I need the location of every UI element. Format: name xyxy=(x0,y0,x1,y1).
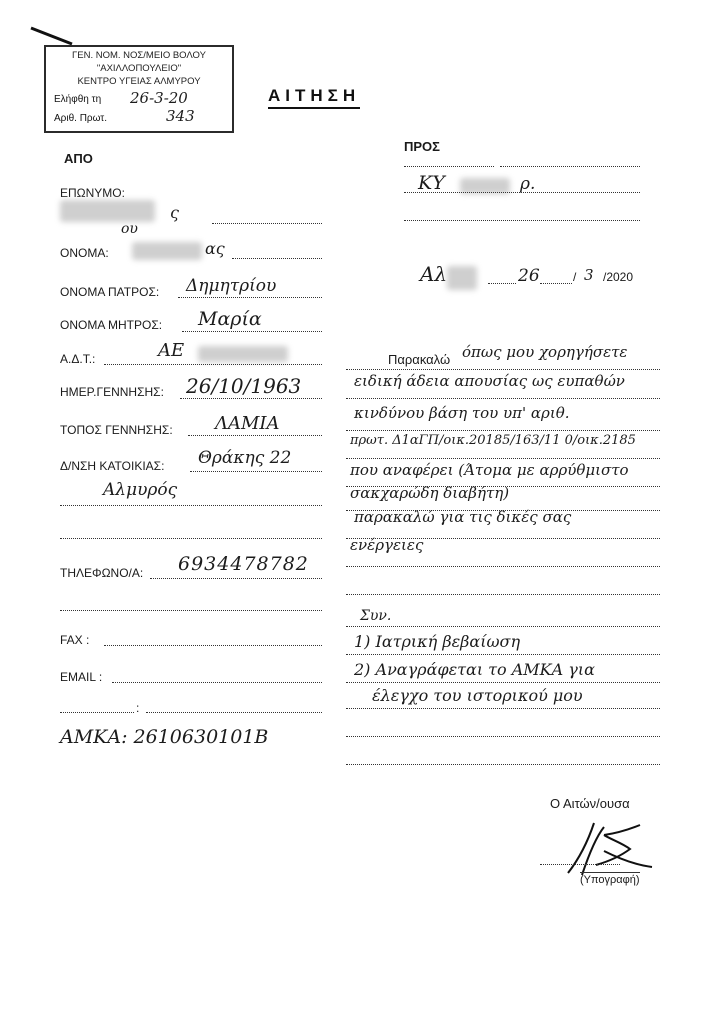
mother-name-label: ΟΝΟΜΑ ΜΗΤΡΟΣ: xyxy=(60,318,163,332)
request-line-3: κινδύνου βάση του υπ' αριθ. xyxy=(354,404,570,422)
applicant-label: Ο Αιτών/ουσα xyxy=(550,796,630,811)
request-line-7: παρακαλώ για τις δικές σας xyxy=(354,508,572,526)
mother-name-dots xyxy=(182,331,322,332)
recipient-initial: ρ. xyxy=(520,174,536,194)
to-dots-3 xyxy=(404,220,640,221)
request-line-2: ειδική άδεια απουσίας ως ευπαθών xyxy=(354,372,625,390)
id-card-value: ΑΕ xyxy=(158,340,185,361)
attachments-dots-3 xyxy=(346,708,660,709)
stamp-line-3: ΚΕΝΤΡΟ ΥΓΕΙΑΣ ΑΛΜΥΡΟΥ xyxy=(77,76,201,87)
attachments-dots-2 xyxy=(346,682,660,683)
redaction-block xyxy=(60,200,155,222)
surname-dots xyxy=(212,223,322,224)
date-dots-a xyxy=(488,283,516,284)
to-dots-1b xyxy=(500,166,640,167)
extra-field-dots-right xyxy=(146,712,322,713)
request-dots-4 xyxy=(346,458,660,459)
request-line-5: που αναφέρει (Άτομα με αρρύθμιστο xyxy=(350,461,629,479)
redaction-block xyxy=(447,266,477,290)
fax-dots xyxy=(104,645,322,646)
request-line-8: ενέργειες xyxy=(350,536,424,554)
birthdate-label: ΗΜΕΡ.ΓΕΝΝΗΣΗΣ: xyxy=(60,385,164,399)
attachment-1: 1) Ιατρική βεβαίωση xyxy=(354,632,521,651)
attachments-dots-0 xyxy=(346,626,660,627)
request-line-6: σακχαρώδη διαβήτη) xyxy=(350,484,510,502)
phone-label: ΤΗΛΕΦΩΝΟ/Α: xyxy=(60,566,144,580)
date-year: /2020 xyxy=(603,270,634,284)
address-line2-dots xyxy=(60,505,322,506)
father-name-label: ΟΝΟΜΑ ΠΑΤΡΟΣ: xyxy=(60,285,160,299)
id-card-dots xyxy=(104,364,322,365)
address-label: Δ/ΝΣΗ ΚΑΤΟΙΚΙΑΣ: xyxy=(60,459,165,473)
reception-stamp xyxy=(44,45,234,133)
attachment-2: 2) Αναγράφεται το ΑΜΚΑ για xyxy=(354,660,595,679)
email-dots xyxy=(112,682,322,683)
stamp-received-value: 26-3-20 xyxy=(130,89,188,107)
mother-name-value: Μαρία xyxy=(198,308,262,330)
birthplace-label: ΤΟΠΟΣ ΓΕΝΝΗΣΗΣ: xyxy=(60,423,173,437)
phone-value: 6934478782 xyxy=(178,553,309,575)
attachments-label: Συν. xyxy=(360,608,392,624)
stamp-protocol-value: 343 xyxy=(166,107,195,125)
to-dots-1a xyxy=(404,166,494,167)
extra-field-dots xyxy=(60,712,134,713)
father-name-dots xyxy=(178,297,322,298)
address-line2-value: Αλμυρός xyxy=(103,480,178,500)
request-line-4: πρωτ. Δ1αΓΠ/οικ.20185/163/11 0/οικ.2185 xyxy=(350,433,636,448)
phone-dots xyxy=(150,578,322,579)
document-title: ΑΙΤΗΣΗ xyxy=(268,86,360,109)
attachments-dots-4 xyxy=(346,736,660,737)
blank-line xyxy=(60,610,322,611)
place-value: Αλ xyxy=(420,262,448,286)
from-heading: ΑΠΟ xyxy=(64,151,93,166)
surname-label: ΕΠΩΝΥΜΟ: xyxy=(60,186,125,200)
surname-value-b: ου xyxy=(121,221,138,237)
date-day: 26 xyxy=(518,266,540,286)
fax-label: FAX : xyxy=(60,633,90,647)
email-label: EMAIL : xyxy=(60,670,103,684)
to-heading: ΠΡΟΣ xyxy=(404,139,440,154)
name-label: ΟΝΟΜΑ: xyxy=(60,246,109,260)
request-dots-8 xyxy=(346,566,660,567)
request-dots-1 xyxy=(346,369,660,370)
to-dots-2 xyxy=(404,192,640,193)
date-separator: / xyxy=(573,270,577,284)
surname-value-a: ς xyxy=(170,203,179,222)
attachments-dots-5 xyxy=(346,764,660,765)
birthdate-dots xyxy=(180,398,322,399)
stamp-line-2: "ΑΧΙΛΛΟΠΟΥΛΕΙΟ" xyxy=(96,63,182,74)
recipient-line1: ΚΥ xyxy=(418,172,445,194)
signature-label: (Υπογραφή) xyxy=(580,874,640,886)
stamp-protocol-label: Αριθ. Πρωτ. xyxy=(54,113,108,124)
id-card-label: Α.Δ.Τ.: xyxy=(60,352,96,366)
stamp-received-label: Ελήφθη τη xyxy=(54,94,102,105)
birthdate-value: 26/10/1963 xyxy=(186,374,302,398)
name-dots xyxy=(232,258,322,259)
father-name-value: Δημητρίου xyxy=(186,276,277,296)
redaction-block xyxy=(198,346,288,362)
amka-value: ΑΜΚΑ: 2610630101Β xyxy=(60,726,269,748)
request-intro: Παρακαλώ xyxy=(388,352,451,367)
birthplace-dots xyxy=(188,435,322,436)
address-value: Θράκης 22 xyxy=(198,448,292,468)
attachments-dots-1 xyxy=(346,654,660,655)
request-dots-9 xyxy=(346,594,660,595)
request-dots-2 xyxy=(346,398,660,399)
date-dots-b xyxy=(540,283,572,284)
extra-field-colon: : xyxy=(136,701,140,715)
attachment-3: έλεγχο του ιστορικού μου xyxy=(372,686,583,705)
birthplace-value: ΛΑΜΙΑ xyxy=(215,413,280,434)
blank-line xyxy=(60,538,322,539)
address-dots xyxy=(190,471,322,472)
request-dots-3 xyxy=(346,430,660,431)
signature-dots xyxy=(540,864,620,865)
date-month: 3 xyxy=(584,266,594,284)
request-line-1: όπως μου χορηγήσετε xyxy=(462,343,628,361)
stamp-line-1: ΓΕΝ. ΝΟΜ. ΝΟΣ/ΜΕΙΟ ΒΟΛΟΥ xyxy=(72,50,206,61)
redaction-block xyxy=(132,242,202,260)
name-value: ας xyxy=(205,239,225,258)
